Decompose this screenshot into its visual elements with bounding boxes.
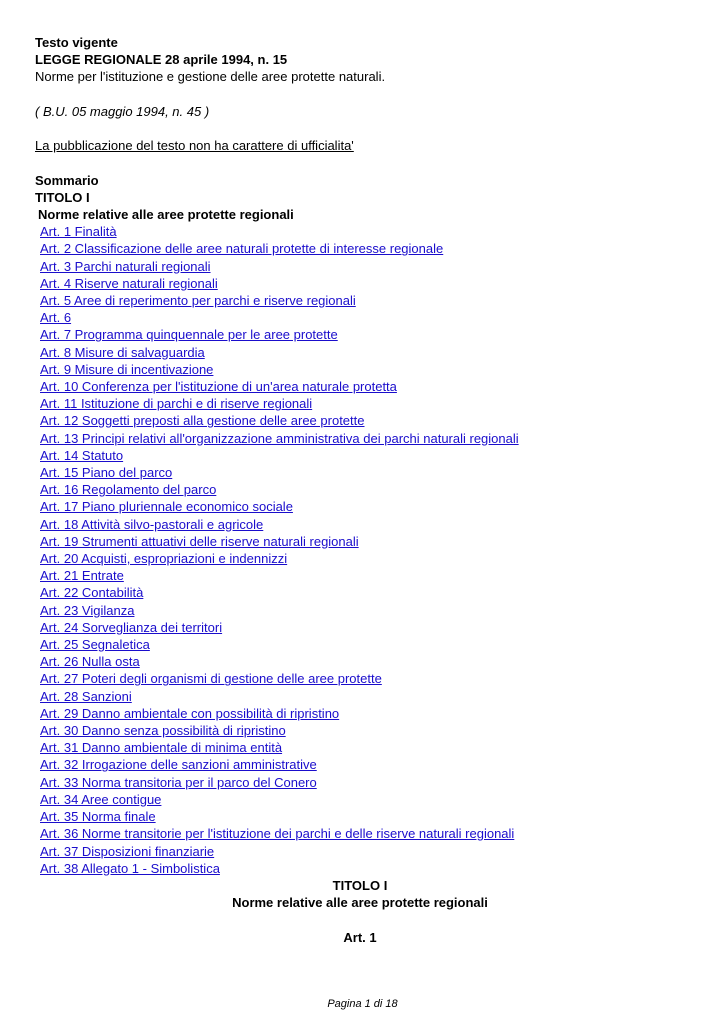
toc-article-link[interactable]: Art. 31 Danno ambientale di minima entità [40,740,283,756]
toc-item [35,464,695,481]
toc-item [35,498,695,515]
toc-article-link[interactable]: Art. 2 Classificazione delle aree naturali protette di interesse regionale [40,241,444,257]
toc-item [35,292,695,309]
publication-disclaimer: La pubblicazione del testo non ha carattere di ufficialita' [35,138,354,154]
toc-article-link[interactable]: Art. 13 Principi relativi all'organizzazione amministrativa dei parchi naturali regionali [40,430,519,446]
toc-item [35,602,695,619]
toc-article-link[interactable]: Art. 20 Acquisti, espropriazioni e indennizzi [40,551,288,567]
summary-title-subject: Norme relative alle aree protette regionali [38,206,294,222]
toc-article-link[interactable]: Art. 24 Sorveglianza dei territori [40,619,223,635]
table-of-contents [35,223,695,877]
toc-article-link[interactable]: Art. 29 Danno ambientale con possibilità di ripristino [40,705,340,721]
toc-article-link[interactable]: Art. 32 Irrogazione delle sanzioni amministrative [40,757,317,773]
toc-item [35,636,695,653]
toc-article-link[interactable]: Art. 9 Misure di incentivazione [40,361,214,377]
toc-item [35,430,695,447]
toc-item [35,739,695,756]
toc-item [35,584,695,601]
law-title: LEGGE REGIONALE 28 aprile 1994, n. 15 [35,52,288,68]
toc-article-link[interactable]: Art. 11 Istituzione di parchi e di riserve regionali [40,396,313,412]
toc-article-link[interactable]: Art. 37 Disposizioni finanziarie [40,843,215,859]
law-subject: Norme per l'istituzione e gestione delle aree protette naturali. [35,69,386,85]
toc-item [35,378,695,395]
toc-item [35,240,695,257]
toc-article-link[interactable]: Art. 34 Aree contigue [40,791,162,807]
toc-item [35,722,695,739]
first-article-heading: Art. 1 [343,929,377,945]
toc-article-link[interactable]: Art. 28 Sanzioni [40,688,132,704]
toc-item [35,567,695,584]
toc-article-link[interactable]: Art. 14 Statuto [40,447,124,463]
toc-article-link[interactable]: Art. 4 Riserve naturali regionali [40,275,218,291]
toc-item [35,825,695,842]
spacer [35,86,695,103]
toc-item [35,344,695,361]
toc-item [35,688,695,705]
toc-item [35,550,695,567]
toc-article-link[interactable]: Art. 6 [40,310,72,326]
toc-item [35,447,695,464]
document-page [35,34,695,946]
toc-item [35,223,695,240]
toc-item [35,670,695,687]
toc-article-link[interactable]: Art. 17 Piano pluriennale economico sociale [40,499,293,515]
toc-article-link[interactable]: Art. 7 Programma quinquennale per le aree protette [40,327,338,343]
toc-item [35,653,695,670]
bulletin-reference: ( B.U. 05 maggio 1994, n. 45 ) [35,103,210,119]
toc-article-link[interactable]: Art. 23 Vigilanza [40,602,135,618]
toc-item [35,361,695,378]
toc-item [35,533,695,550]
toc-article-link[interactable]: Art. 12 Soggetti preposti alla gestione delle aree protette [40,413,365,429]
toc-item [35,516,695,533]
toc-article-link[interactable]: Art. 27 Poteri degli organismi di gestione delle aree protette [40,671,382,687]
toc-article-link[interactable]: Art. 10 Conferenza per l'istituzione di un'area naturale protetta [40,379,397,395]
toc-item [35,756,695,773]
spacer [35,911,695,928]
toc-item [35,774,695,791]
toc-item [35,808,695,825]
toc-item [35,412,695,429]
toc-article-link[interactable]: Art. 33 Norma transitoria per il parco del Conero [40,774,317,790]
page-number: Pagina 1 di 18 [327,998,398,1010]
toc-item [35,619,695,636]
body-title-label: TITOLO I [332,877,388,893]
toc-article-link[interactable]: Art. 35 Norma finale [40,809,156,825]
spacer [35,154,695,171]
document-status: Testo vigente [35,35,118,50]
toc-article-link[interactable]: Art. 36 Norme transitorie per l'istituzione dei parchi e delle riserve naturali regionali [40,826,515,842]
toc-item [35,481,695,498]
toc-article-link[interactable]: Art. 22 Contabilità [40,585,144,601]
toc-article-link[interactable]: Art. 25 Segnaletica [40,637,150,653]
toc-item [35,843,695,860]
toc-article-link[interactable]: Art. 3 Parchi naturali regionali [40,258,211,274]
toc-item [35,395,695,412]
toc-item [35,791,695,808]
summary-title-label: TITOLO I [35,189,90,205]
toc-article-link[interactable]: Art. 18 Attività silvo-pastorali e agricole [40,516,264,532]
toc-article-link[interactable]: Art. 15 Piano del parco [40,465,173,481]
toc-article-link[interactable]: Art. 19 Strumenti attuativi delle riserve naturali regionali [40,533,359,549]
toc-article-link[interactable]: Art. 26 Nulla osta [40,654,140,670]
toc-article-link[interactable]: Art. 8 Misure di salvaguardia [40,344,205,360]
toc-article-link[interactable]: Art. 16 Regolamento del parco [40,482,217,498]
toc-item [35,258,695,275]
toc-item [35,705,695,722]
toc-item [35,275,695,292]
toc-item [35,860,695,877]
toc-article-link[interactable]: Art. 21 Entrate [40,568,124,584]
toc-item [35,309,695,326]
toc-article-link[interactable]: Art. 38 Allegato 1 - Simbolistica [40,860,220,876]
summary-heading: Sommario [35,172,99,188]
toc-article-link[interactable]: Art. 5 Aree di reperimento per parchi e riserve regionali [40,293,356,308]
body-title-subject: Norme relative alle aree protette regionali [232,895,488,911]
spacer [35,120,695,137]
toc-article-link[interactable]: Art. 30 Danno senza possibilità di ripristino [40,723,286,739]
toc-item [35,326,695,343]
toc-article-link[interactable]: Art. 1 Finalità [40,224,117,240]
